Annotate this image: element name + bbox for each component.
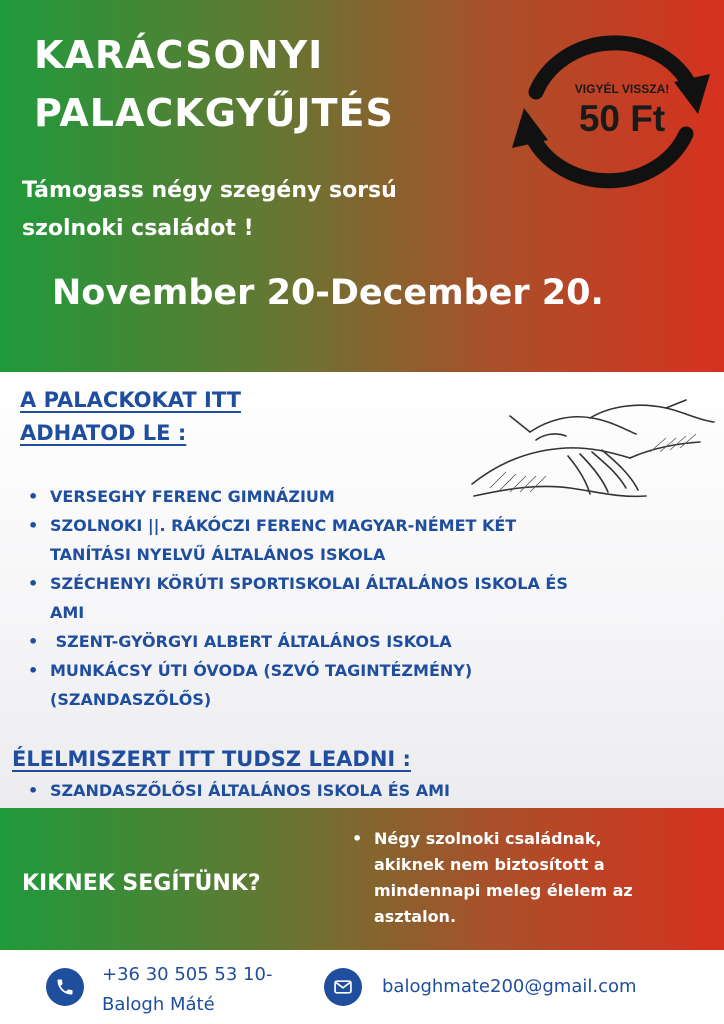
food-heading	[12, 742, 411, 776]
subtitle	[22, 172, 397, 248]
location-item	[24, 627, 704, 656]
email-icon	[324, 968, 362, 1006]
dropoff-heading-line-2: ADHATOD LE :	[20, 421, 187, 445]
phone-glyph-icon	[55, 977, 75, 997]
location-item	[24, 569, 704, 627]
location-line: TANÍTÁSI NYELVŰ ÁLTALÁNOS ISKOLA	[50, 545, 386, 564]
location-line: AMI	[50, 603, 85, 622]
page-title	[34, 26, 394, 142]
subtitle-line-2: szolnoki családot !	[22, 216, 254, 241]
help-line: mindennapi meleg élelem az	[374, 881, 633, 900]
dropoff-heading	[20, 384, 241, 450]
location-line: • SZENT-GYÖRGYI ALBERT ÁLTALÁNOS ISKOLA	[50, 632, 452, 651]
help-line: asztalon.	[374, 907, 457, 926]
help-line: akiknek nem biztosított a	[374, 855, 605, 874]
food-location-item: • SZANDASZŐLŐSI ÁLTALÁNOS ISKOLA ÉS AMI	[24, 776, 704, 805]
help-heading: KIKNEK SEGÍTÜNK?	[22, 871, 261, 896]
location-line: • SZOLNOKI ||. RÁKÓCZI FERENC MAGYAR-NÉMET KÉT	[50, 516, 517, 535]
dropoff-heading-line-1: A PALACKOKAT ITT	[20, 388, 241, 412]
location-line: • VERSEGHY FERENC GIMNÁZIUM	[50, 487, 335, 506]
envelope-glyph-icon	[333, 977, 353, 997]
title-line-2: PALACKGYŰJTÉS	[34, 91, 394, 135]
location-line: (SZANDASZŐLŐS)	[50, 690, 212, 709]
contact-name: Balogh Máté	[102, 994, 215, 1015]
badge-caption: VIGYÉL VISSZA!	[574, 82, 670, 96]
date-range: November 20-December 20.	[52, 273, 604, 313]
food-location-list	[24, 776, 704, 805]
badge-amount: 50 Ft	[578, 98, 666, 139]
location-item	[24, 511, 704, 569]
dropoff-location-list	[24, 482, 704, 714]
location-line: • MUNKÁCSY ÚTI ÓVODA (SZVÓ TAGINTÉZMÉNY)	[50, 661, 473, 680]
title-line-1: KARÁCSONYI	[34, 33, 324, 77]
subtitle-line-1: Támogass négy szegény sorsú	[22, 178, 397, 203]
food-heading-text: ÉLELMISZERT ITT TUDSZ LEADNI :	[12, 747, 411, 771]
help-line: • Négy szolnoki családnak,	[374, 829, 602, 848]
email-address[interactable]: baloghmate200@gmail.com	[382, 976, 637, 997]
phone-number: +36 30 505 53 10-	[102, 964, 273, 985]
help-description-item	[350, 826, 710, 930]
location-line: • SZÉCHENYI KÖRÚTI SPORTISKOLAI ÁLTALÁNOS ISKOLA ÉS	[50, 574, 568, 593]
phone-icon	[46, 968, 84, 1006]
location-item	[24, 656, 704, 714]
phone-contact	[102, 960, 272, 1020]
help-description-list	[350, 826, 710, 930]
recycle-badge	[500, 22, 722, 198]
location-item	[24, 482, 704, 511]
